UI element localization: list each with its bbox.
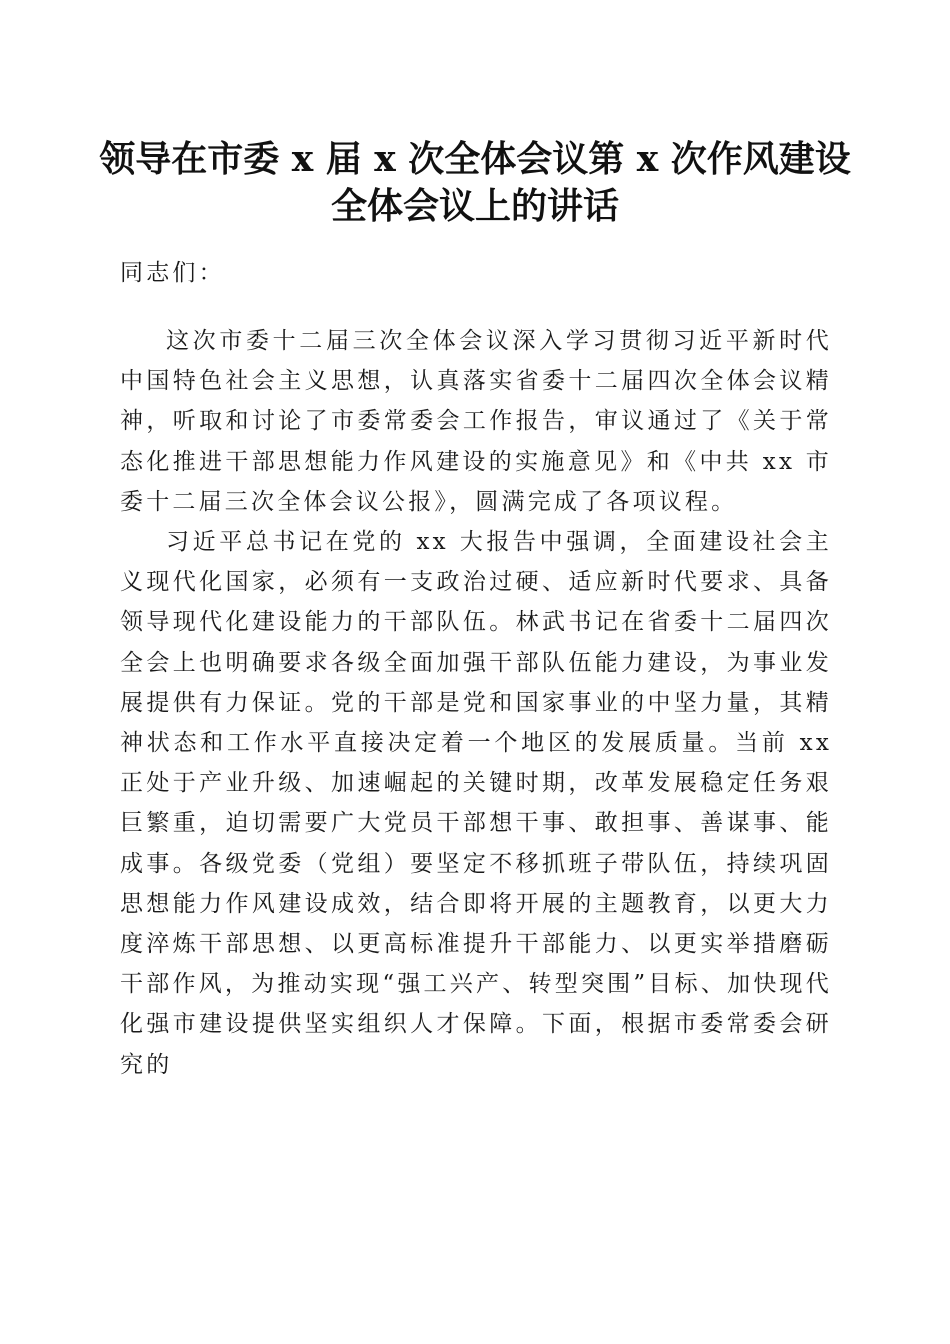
document-title-line-1: 领导在市委 x 届 x 次全体会议第 x 次作风建设 bbox=[99, 138, 851, 180]
document-title-line-2: 全体会议上的讲话 bbox=[330, 185, 619, 227]
paragraph-2: 习近平总书记在党的 xx 大报告中强调，全面建设社会主义现代化国家，必须有一支政治过硬、适应新时代要求、具备领导现代化建设能力的干部队伍。林武书记在省委十二届四次全会上也明确要求各级全面加强干部队伍能力建设，为事业发展提供有力保证。党的干部是党和国家事业的中坚力量，其精神状态和工作水平直接决定着一个地区的发展质量。当前 xx 正处于产业升级、加速崛起的关键时期，改革发展稳定任务艰巨繁重，迫切需要广大党员干部想干事、敢担事、善谋事、能成事。各级党委（党组）要坚定不移抓班子带队伍，持续巩固思想能力作风建设成效，结合即将开展的主题教育，以更大力度淬炼干部思想、以更高标准提升干部能力、以更实举措磨砺干部作风，为推动实现“强工兴产、转型突围”目标、加快现代化强市建设提供坚实组织人才保障。下面，根据市委常委会研究的 bbox=[120, 529, 832, 1078]
salutation: 同志们： bbox=[120, 260, 225, 286]
document-body bbox=[120, 321, 832, 1085]
paragraph-1: 这次市委十二届三次全体会议深入学习贯彻习近平新时代中国特色社会主义思想，认真落实省委十二届四次全体会议精神，听取和讨论了市委常委会工作报告，审议通过了《关于常态化推进干部思想能力作风建设的实施意见》和《中共 xx 市委十二届三次全体会议公报》，圆满完成了各项议程。 bbox=[120, 328, 832, 515]
